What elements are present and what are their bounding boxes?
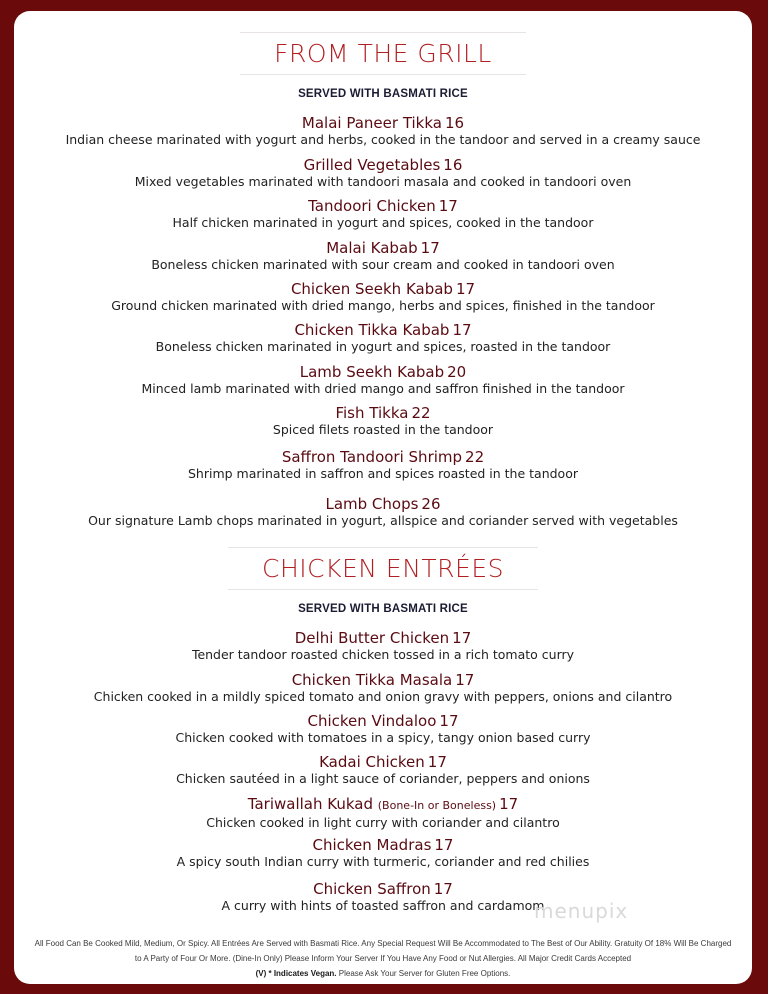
item-price: 20 [447,363,467,381]
item-description: Chicken cooked in a mildly spiced tomato and onion gravy with peppers, onions and cilantro [93,689,673,704]
item-description: Mixed vegetables marinated with tandoori masala and cooked in tandoori oven [134,174,632,189]
item-description: Tender tandoor roasted chicken tossed in a rich tomato curry [191,647,575,662]
item-price: 17 [455,280,476,298]
vegan-note: (V) * Indicates Vegan. [255,969,337,978]
menu-item [14,712,752,746]
menu-item [14,280,752,314]
item-name: Saffron Tandoori Shrimp [281,448,463,466]
gluten-note: Please Ask Your Server for Gluten Free Options. [338,969,511,978]
item-name: Kadai Chicken [319,753,425,771]
item-price: 17 [452,629,472,647]
item-price: 26 [421,495,441,513]
item-price: 17 [433,880,453,898]
item-name: Chicken Tikka Masala [291,671,453,689]
footer-line: All Food Can Be Cooked Mild, Medium, Or Spicy. All Entrées Are Served with Basmati Rice. Any Special Request Will Be Accommodated to The Best of Our Ability. Gratuity Of 18% Will Be Charged [34,939,732,948]
item-name: Chicken Madras [312,836,432,854]
item-description: Spiced filets roasted in the tandoor [272,422,494,437]
section-title: CHICKEN ENTRÉES [228,547,538,590]
item-description: Chicken sautéed in a light sauce of coriander, peppers and onions [176,771,590,786]
item-description: Chicken cooked in light curry with coriander and cilantro [206,815,560,830]
footer-notes [14,936,752,981]
item-price: 17 [427,753,447,771]
section-subtitle: SERVED WITH BASMATI RICE [298,603,468,615]
item-price: 17 [439,712,459,730]
item-name: Delhi Butter Chicken [294,629,450,647]
section-subtitle: SERVED WITH BASMATI RICE [298,88,468,100]
menu-item [14,404,752,438]
item-name: Chicken Tikka Kabab [294,321,450,339]
item-description: Minced lamb marinated with dried mango and saffron finished in the tandoor [141,381,625,396]
item-price: 17 [455,671,475,689]
item-name: Tariwallah Kukad [247,795,373,813]
item-description: Boneless chicken marinated in yogurt and spices, roasted in the tandoor [155,339,611,354]
menu-item [14,321,752,355]
watermark: menupix [534,899,629,923]
item-name: Chicken Seekh Kabab [290,280,453,298]
item-description: A spicy south Indian curry with turmeric, coriander and red chilies [176,854,590,869]
item-name: Grilled Vegetables [303,156,441,174]
menu-item [14,156,752,190]
item-name: Lamb Seekh Kabab [299,363,445,381]
section-header-chicken [14,547,752,590]
menu-item [14,114,752,148]
item-price: 17 [438,197,458,215]
menu-item [14,880,752,914]
item-price: 22 [465,448,485,466]
item-price: 16 [443,156,463,174]
item-name: Malai Paneer Tikka [301,114,442,132]
section-title: FROM THE GRILL [240,32,526,75]
menu-item [14,239,752,273]
menu-item [14,363,752,397]
menu-item [14,197,752,231]
item-name: Lamb Chops [325,495,419,513]
item-description: Shrimp marinated in saffron and spices roasted in the tandoor [188,466,578,481]
item-name: Chicken Saffron [313,880,431,898]
section-header-grill [14,32,752,75]
item-description: Our signature Lamb chops marinated in yogurt, allspice and coriander served with vegetables [88,513,678,528]
item-description: Boneless chicken marinated with sour cream and cooked in tandoori oven [151,257,615,272]
item-note: (Bone-In or Boneless) [377,799,497,812]
item-name: Fish Tikka [335,404,409,422]
item-description: Ground chicken marinated with dried mango, herbs and spices, finished in the tandoor [111,298,655,313]
menu-item [14,795,752,831]
footer-line [14,966,752,981]
item-price: 17 [434,836,454,854]
menu-item [14,753,752,787]
item-description: Chicken cooked with tomatoes in a spicy, tangy onion based curry [175,730,591,745]
item-price: 17 [452,321,472,339]
item-name: Tandoori Chicken [308,197,436,215]
item-description: Indian cheese marinated with yogurt and herbs, cooked in the tandoor and served in a creamy sauce [65,132,701,147]
item-price: 16 [444,114,465,132]
item-name: Chicken Vindaloo [307,712,437,730]
menu-item [14,836,752,870]
menu-item [14,495,752,529]
item-price: 17 [499,795,519,813]
item-price: 22 [411,404,431,422]
item-price: 17 [420,239,440,257]
item-description: Half chicken marinated in yogurt and spices, cooked in the tandoor [172,215,594,230]
menu-item [14,629,752,663]
item-description: A curry with hints of toasted saffron and cardamom [221,898,545,913]
menu-item [14,448,752,482]
menu-page [14,11,752,984]
footer-line: to A Party of Four Or More. (Dine-In Only) Please Inform Your Server If You Have Any Food or Nut Allergies. All Major Credit Cards Accepted [134,954,632,963]
menu-item [14,671,752,705]
item-name: Malai Kabab [326,239,418,257]
